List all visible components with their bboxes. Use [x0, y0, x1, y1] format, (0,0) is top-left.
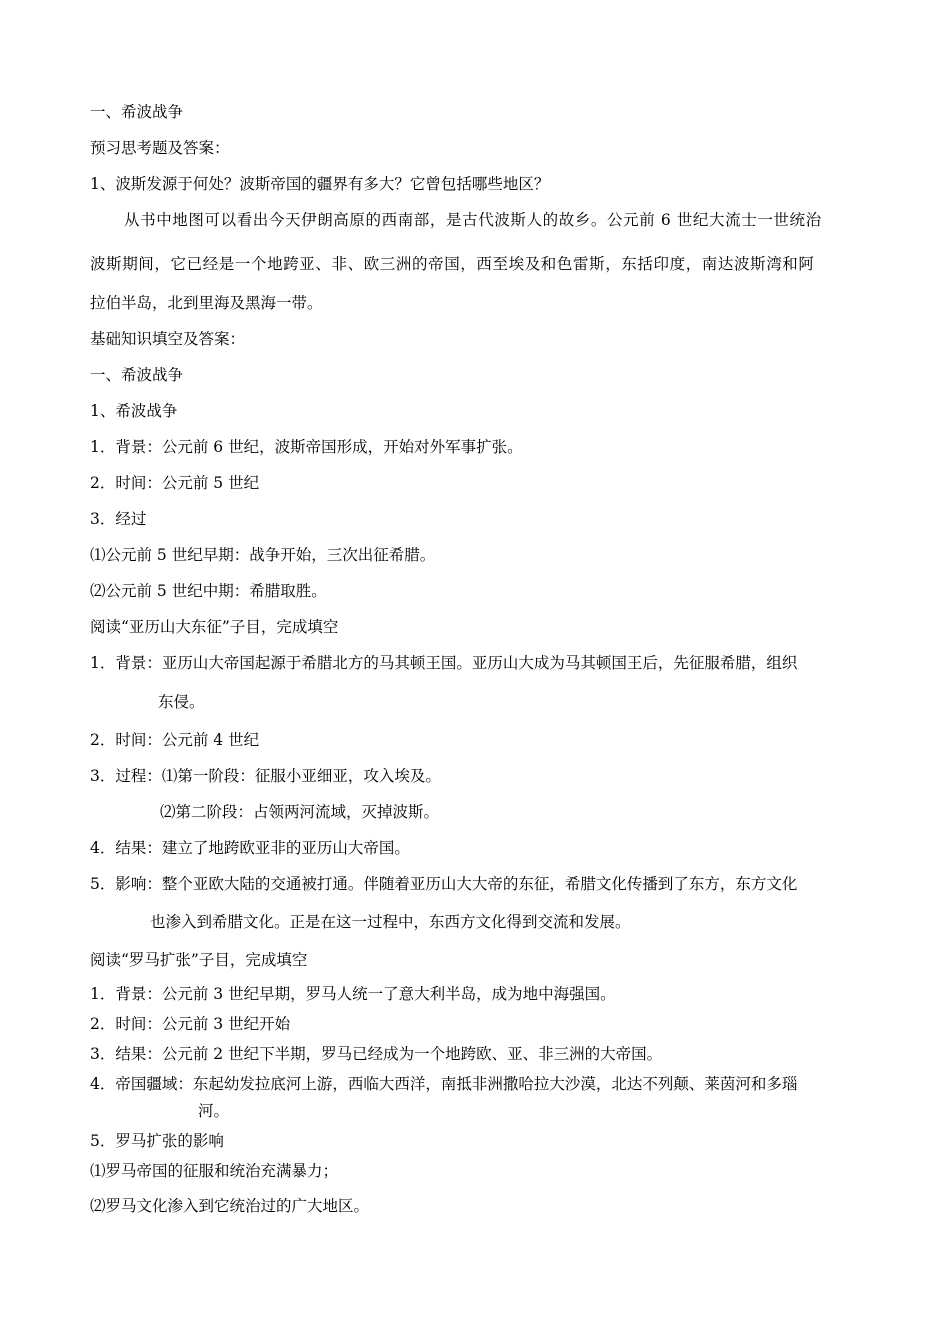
alexander-impact-line-1: 5．影响：整个亚欧大陆的交通被打通。伴随着亚历山大大帝的东征，希腊文化传播到了东方，东方文化	[90, 875, 798, 893]
greco-persian-time: 2．时间：公元前 5 世纪	[90, 474, 260, 492]
alexander-impact-line-2: 也渗入到希腊文化。正是在这一过程中，东西方文化得到交流和发展。	[150, 913, 631, 931]
alexander-background-line-2: 东侵。	[158, 693, 205, 711]
basic-knowledge-title: 基础知识填空及答案：	[90, 330, 246, 348]
rome-background: 1．背景：公元前 3 世纪早期，罗马人统一了意大利半岛，成为地中海强国。	[90, 985, 616, 1003]
rome-impact-2: ⑵罗马文化渗入到它统治过的广大地区。	[90, 1197, 370, 1215]
greco-persian-phase-2: ⑵公元前 5 世纪中期：希腊取胜。	[90, 582, 327, 600]
section-heading-2: 一、希波战争	[90, 366, 184, 384]
rome-result: 3．结果：公元前 2 世纪下半期，罗马已经成为一个地跨欧、亚、非三洲的大帝国。	[90, 1045, 663, 1063]
answer-line-2: 波斯期间，它已经是一个地跨亚、非、欧三洲的帝国，西至埃及和色雷斯，东括印度，南达波斯湾和阿	[90, 255, 815, 273]
answer-line-3: 拉伯半岛，北到里海及黑海一带。	[90, 294, 323, 312]
rome-impact-title: 5．罗马扩张的影响	[90, 1132, 224, 1150]
rome-territory-line-1: 4．帝国疆域：东起幼发拉底河上游，西临大西洋，南抵非洲撒哈拉大沙漠，北达不列颠、莱茵河和多瑙	[90, 1075, 798, 1093]
alexander-process-line-1: 3．过程：⑴第一阶段：征服小亚细亚，攻入埃及。	[90, 767, 441, 785]
answer-line-1: 从书中地图可以看出今天伊朗高原的西南部，是古代波斯人的故乡。公元前 6 世纪大流士一世统治	[124, 211, 822, 229]
alexander-section-title: 阅读“亚历山大东征”子目，完成填空	[90, 618, 339, 636]
rome-time: 2．时间：公元前 3 世纪开始	[90, 1015, 291, 1033]
section-heading: 一、希波战争	[90, 103, 184, 121]
alexander-process-line-2: ⑵第二阶段：占领两河流域，灭掉波斯。	[160, 803, 440, 821]
question-1: 1、波斯发源于何处？波斯帝国的疆界有多大？它曾包括哪些地区？	[90, 175, 550, 193]
greco-persian-process: 3．经过	[90, 510, 147, 528]
rome-territory-line-2: 河。	[198, 1102, 230, 1120]
greco-persian-background: 1．背景：公元前 6 世纪，波斯帝国形成，开始对外军事扩张。	[90, 438, 523, 456]
rome-impact-1: ⑴罗马帝国的征服和统治充满暴力；	[90, 1162, 339, 1180]
rome-section-title: 阅读“罗马扩张”子目，完成填空	[90, 951, 308, 969]
preview-title: 预习思考题及答案：	[90, 139, 230, 157]
greco-persian-phase-1: ⑴公元前 5 世纪早期：战争开始，三次出征希腊。	[90, 546, 436, 564]
alexander-background-line-1: 1．背景：亚历山大帝国起源于希腊北方的马其顿王国。亚历山大成为马其顿国王后，先征服希腊，组织	[90, 654, 798, 672]
alexander-result: 4．结果：建立了地跨欧亚非的亚历山大帝国。	[90, 839, 410, 857]
subsection-heading: 1、希波战争	[90, 402, 178, 420]
alexander-time: 2．时间：公元前 4 世纪	[90, 731, 260, 749]
